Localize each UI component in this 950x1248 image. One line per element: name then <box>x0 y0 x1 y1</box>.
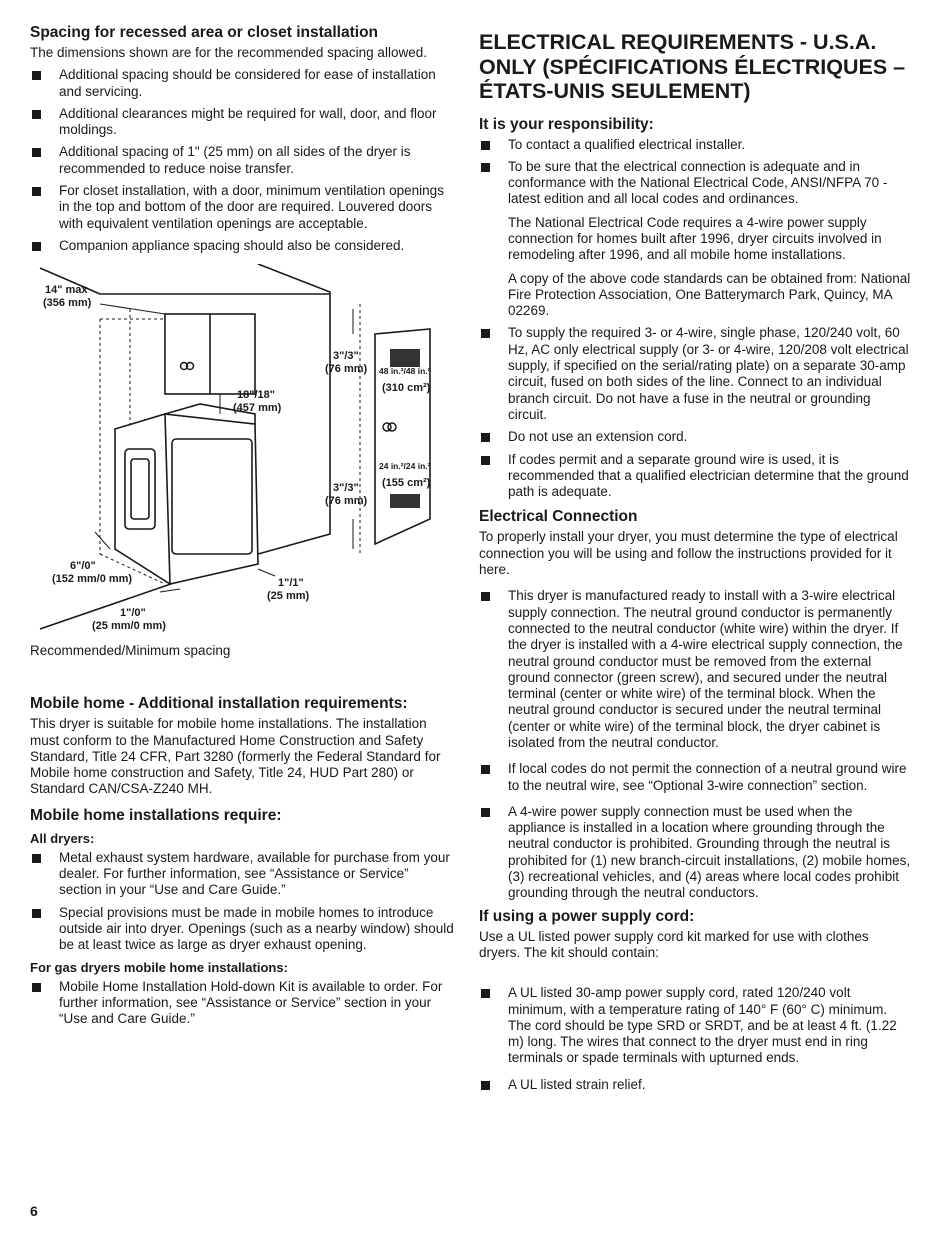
bullet-icon <box>32 148 41 157</box>
dim-label-door-bottom: 3"/3" <box>333 482 359 495</box>
cord-heading: If using a power supply cord: <box>479 907 695 925</box>
dim-label-door-bottom-mm: (76 mm) <box>325 495 368 508</box>
bullet-icon <box>32 110 41 119</box>
list-item: Additional spacing of 1" (25 mm) on all sides of the dryer is recommended to reduce noise transfer. <box>30 144 455 177</box>
list-item: If local codes do not permit the connection of a neutral ground wire to the neutral wire, see “Optional 3-wire connection” section. <box>479 761 911 794</box>
vent-label-top-cm: (310 cm²) <box>382 382 431 395</box>
bullet-icon <box>32 187 41 196</box>
list-item: Companion appliance spacing should also be considered. <box>30 238 455 254</box>
bullet-icon <box>481 329 490 338</box>
list-item: For closet installation, with a door, minimum ventilation openings in the top and bottom of the door are required. Louvered doors with equivalent ventilation openings are acceptable. <box>30 183 455 232</box>
bullet-icon <box>481 1081 490 1090</box>
responsibility-list <box>479 137 911 501</box>
diagram-caption: Recommended/Minimum spacing <box>30 643 231 659</box>
dim-label-cabinet-gap-mm: (457 mm) <box>233 402 282 415</box>
gas-heading: For gas dryers mobile home installations: <box>30 959 288 975</box>
connection-list <box>479 588 911 901</box>
bullet-icon <box>481 592 490 601</box>
list-item: Additional clearances might be required for wall, door, and floor moldings. <box>30 106 455 139</box>
dryer-spacing-illustration <box>30 264 460 639</box>
dim-label-top-depth-mm: (356 mm) <box>43 297 92 310</box>
spacing-list <box>30 67 455 254</box>
dim-label-door-top-mm: (76 mm) <box>325 363 368 376</box>
left-column <box>30 24 455 1027</box>
spacing-intro: The dimensions shown are for the recommended spacing allowed. <box>30 45 427 60</box>
bullet-icon <box>481 163 490 172</box>
dim-label-side-mm: (152 mm/0 mm) <box>52 573 133 586</box>
gas-list <box>30 979 455 1028</box>
bullet-icon <box>32 983 41 992</box>
list-item: Additional spacing should be considered for ease of installation and servicing. <box>30 67 455 100</box>
list-item: Do not use an extension cord. <box>479 429 911 445</box>
mobile-require-heading: Mobile home installations require: <box>30 806 282 824</box>
list-item: Mobile Home Installation Hold-down Kit is available to order. For further information, see “Assistance or Service” section in your “Use and Care Guide.” <box>30 979 455 1028</box>
bullet-icon <box>32 71 41 80</box>
dim-label-rear-mm: (25 mm/0 mm) <box>92 620 166 633</box>
dim-label-door-top: 3"/3" <box>333 350 359 363</box>
dim-label-side: 6"/0" <box>70 560 96 573</box>
list-item: Special provisions must be made in mobile homes to introduce outside air into dryer. Openings (such as a nearby window) should be at least twice as large as dryer exhaust opening. <box>30 905 455 954</box>
list-item: This dryer is manufactured ready to install with a 3-wire electrical supply connection. The neutral ground conductor is permanently connected to the neutral conductor (white wire) within the dryer. If the dryer is installed with a 4-wire electrical supply connection, the neutral ground conductor must be removed from the external ground connector (green screw), and secured under the neutral terminal (center or white wire) of the terminal block. When the neutral ground conductor is secured under the neutral terminal (center or white wire) of the terminal block, the dryer cabinet is isolated from the neutral conductor. <box>479 588 911 751</box>
dim-label-front-mm: (25 mm) <box>267 590 310 603</box>
dim-label-front: 1"/1" <box>278 577 304 590</box>
list-item: A 4-wire power supply connection must be used when the appliance is installed in a location where grounding through the neutral conductor is prohibited. Grounding through the neutral is prohibited for (1) new branch-circuit installations, (2) mobile homes, (3) recreational vehicles, and (4) areas where local codes prohibit grounding through the neutral conductors. <box>479 804 911 902</box>
vent-label-bottom-cm: (155 cm²) <box>382 477 431 490</box>
connection-intro: To properly install your dryer, you must determine the type of electrical connection you will be using and follow the instructions provided for it here. <box>479 529 898 578</box>
list-item: To be sure that the electrical connection is adequate and in conformance with the National Electrical Code, ANSI/NFPA 70 - latest edition and all local codes and ordinances. The National Electrical Code requires a 4-wire power supply connection for homes built after 1996, dryer circuits involved in remodeling after 1996, and all mobile home installations. A copy of the above code standards can be obtained from: National Fire Protection Association, One Batterymarch Park, Quincy, MA 02269. <box>479 159 911 320</box>
list-item: To supply the required 3- or 4-wire, single phase, 120/240 volt, 60 Hz, AC only electrical supply (or 3- or 4-wire, 120/208 volt electrical supply, if specified on the serial/rating plate) on a separate 30-amp circuit, fused on both sides of the line. Connect to an individual branch circuit. Do not have a fuse in the neutral or grounding circuit. <box>479 325 911 423</box>
bullet-icon <box>32 242 41 251</box>
bullet-icon <box>481 989 490 998</box>
bullet-icon <box>481 433 490 442</box>
mobile-text: This dryer is suitable for mobile home installations. The installation must conform to the Manufactured Home Construction and Safety Standard, Title 24 CFR, Part 3280 (formerly the Federal Standard for Mobile home construction and Safety, Title 24, HUD Part 280) or Standard CAN/CSA-Z240 MH. <box>30 716 441 797</box>
dim-label-cabinet-gap: 18"/18" <box>237 389 275 402</box>
bullet-icon <box>481 808 490 817</box>
dim-label-top-depth: 14" max <box>45 284 88 297</box>
bullet-icon <box>481 456 490 465</box>
cord-list <box>479 985 911 1093</box>
vent-label-top: 48 in.²/48 in.² <box>379 366 431 377</box>
spacing-heading: Spacing for recessed area or closet installation <box>30 24 379 41</box>
page-number: 6 <box>30 1203 38 1219</box>
all-dryers-list <box>30 850 455 954</box>
list-item: A UL listed strain relief. <box>479 1077 911 1093</box>
spacing-diagram <box>30 264 460 639</box>
list-item: If codes permit and a separate ground wire is used, it is recommended that a qualified electrician determine that the ground path is adequate. <box>479 452 911 501</box>
list-item: A UL listed 30-amp power supply cord, rated 120/240 volt minimum, with a temperature rating of 140° F (60° C) minimum. The cord should be type SRD or SRDT, and be at least 4 ft. (1.22 m) long. The wires that connect to the dryer must end in ring terminals or spade terminals with upturned ends. <box>479 985 911 1066</box>
bullet-icon <box>32 909 41 918</box>
mobile-heading: Mobile home - Additional installation requirements: <box>30 695 408 713</box>
connection-heading: Electrical Connection <box>479 508 638 526</box>
responsibility-heading: It is your responsibility: <box>479 115 654 133</box>
bullet-icon <box>32 854 41 863</box>
electrical-title: ELECTRICAL REQUIREMENTS - U.S.A. ONLY (SPÉCIFICATIONS ÉLECTRIQUES – ÉTATS-UNIS SEULEMENT) <box>479 30 906 103</box>
cord-intro: Use a UL listed power supply cord kit marked for use with clothes dryers. The kit should contain: <box>479 928 869 960</box>
dim-label-rear: 1"/0" <box>120 607 146 620</box>
vent-label-bottom: 24 in.²/24 in.² <box>379 461 431 472</box>
bullet-icon <box>481 765 490 774</box>
list-item: Metal exhaust system hardware, available for purchase from your dealer. For further information, see “Assistance or Service” section in your “Use and Care Guide.” <box>30 850 455 899</box>
right-column <box>479 30 911 1093</box>
all-dryers-heading: All dryers: <box>30 830 95 846</box>
list-item: To contact a qualified electrical installer. <box>479 137 911 153</box>
bullet-icon <box>481 141 490 150</box>
